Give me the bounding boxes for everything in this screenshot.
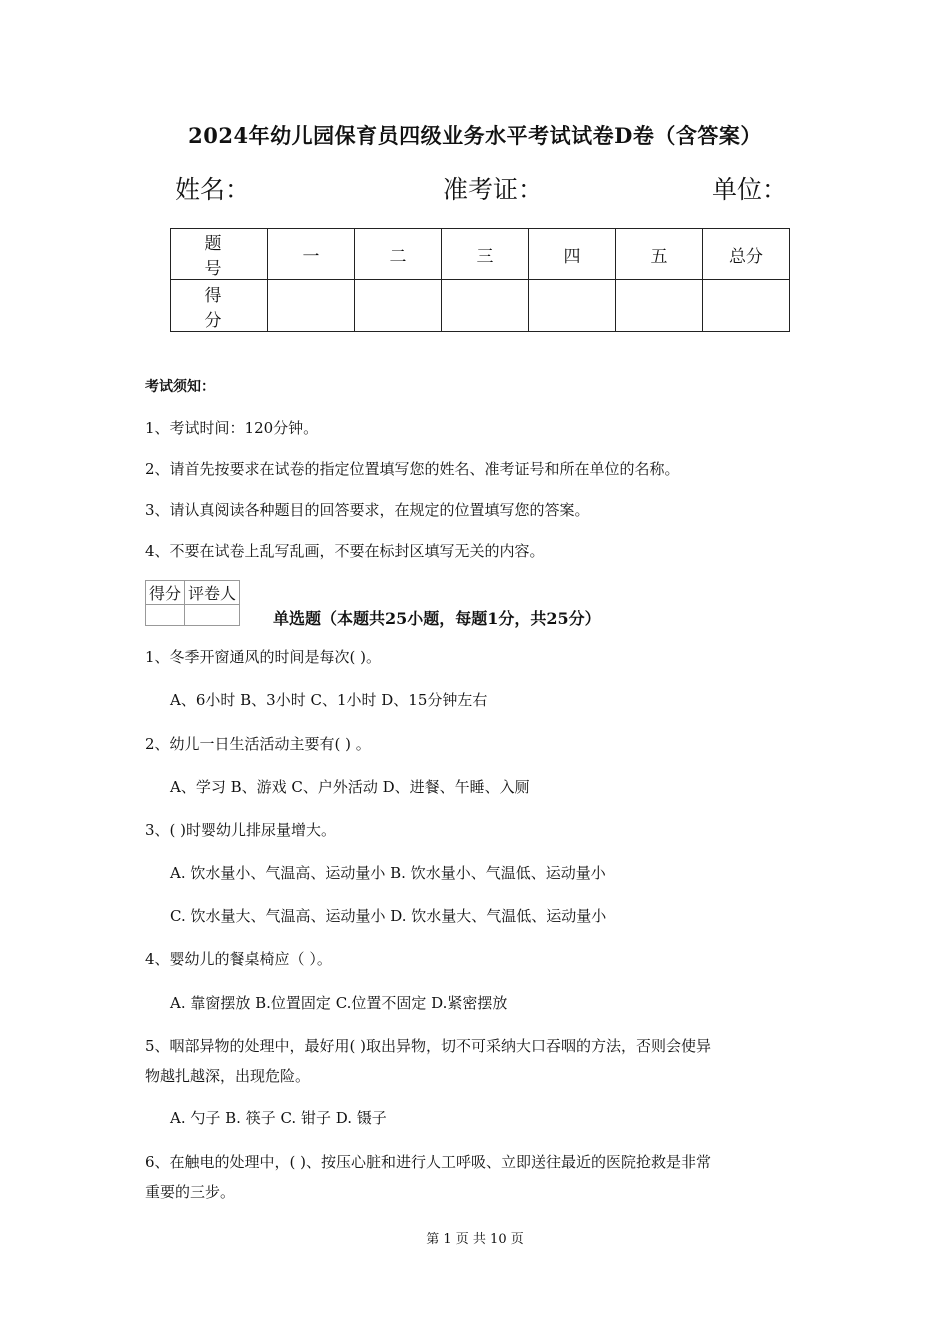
score-cell	[442, 280, 529, 332]
question-5: 5、咽部异物的处理中，最好用( )取出异物，切不可采纳大口吞咽的方法，否则会使异	[145, 1037, 712, 1055]
score-header-cell: 总分	[703, 229, 790, 280]
name-field-label: 姓名：	[175, 175, 251, 204]
score-table-score-row	[171, 280, 790, 332]
question-2-options: A、学习 B、游戏 C、户外活动 D、进餐、午睡、入厕	[170, 778, 530, 796]
grader-table	[145, 580, 240, 626]
question-3: 3、( )时婴幼儿排尿量增大。	[145, 821, 337, 839]
question-5-options: A. 勺子 B. 筷子 C. 钳子 D. 镊子	[170, 1109, 387, 1127]
question-1: 1、冬季开窗通风的时间是每次( )。	[145, 648, 382, 666]
score-cell	[355, 280, 442, 332]
score-cell	[703, 280, 790, 332]
question-4-options: A. 靠窗摆放 B.位置固定 C.位置不固定 D.紧密摆放	[170, 994, 508, 1012]
notice-item: 1、考试时间：120分钟。	[145, 419, 319, 437]
score-cell	[268, 280, 355, 332]
notice-heading: 考试须知：	[145, 379, 215, 395]
page-title: 2024年幼儿园保育员四级业务水平考试试卷D卷（含答案）	[188, 123, 762, 148]
question-3-options: A. 饮水量小、气温高、运动量小 B. 饮水量小、气温低、运动量小	[170, 864, 606, 882]
question-5-continued: 物越扎越深，出现危险。	[145, 1067, 311, 1085]
question-1-options: A、6小时 B、3小时 C、1小时 D、15分钟左右	[170, 691, 488, 709]
grader-score-label: 得分	[146, 581, 185, 605]
score-header-cell: 二	[355, 229, 442, 280]
section-title: 单选题（本题共25小题，每题1分，共25分）	[273, 609, 601, 628]
question-6: 6、在触电的处理中，( )、按压心脏和进行人工呼吸、立即送往最近的医院抢救是非常	[145, 1153, 712, 1171]
grader-reviewer-cell	[185, 605, 240, 626]
question-3-options: C. 饮水量大、气温高、运动量小 D. 饮水量大、气温低、运动量小	[170, 907, 607, 925]
exam-id-field-label: 准考证：	[443, 175, 544, 204]
question-4: 4、婴幼儿的餐桌椅应（ ）。	[145, 950, 332, 968]
score-table	[170, 228, 790, 332]
score-row-label: 得 分	[171, 280, 268, 332]
notice-item: 2、请首先按要求在试卷的指定位置填写您的姓名、准考证号和所在单位的名称。	[145, 460, 680, 478]
score-cell	[529, 280, 616, 332]
score-cell	[616, 280, 703, 332]
question-6-continued: 重要的三步。	[145, 1183, 236, 1201]
grader-reviewer-label: 评卷人	[185, 581, 240, 605]
score-header-cell: 一	[268, 229, 355, 280]
score-table-header-row	[171, 229, 790, 280]
score-header-cell: 四	[529, 229, 616, 280]
grader-score-cell	[146, 605, 185, 626]
score-header-cell: 三	[442, 229, 529, 280]
notice-item: 3、请认真阅读各种题目的回答要求，在规定的位置填写您的答案。	[145, 501, 590, 519]
score-header-cell: 题 号	[171, 229, 268, 280]
notice-item: 4、不要在试卷上乱写乱画，不要在标封区填写无关的内容。	[145, 542, 545, 560]
question-2: 2、幼儿一日生活活动主要有( ) 。	[145, 735, 371, 753]
page-footer: 第 1 页 共 10 页	[426, 1232, 524, 1247]
score-header-cell: 五	[616, 229, 703, 280]
unit-field-label: 单位：	[712, 175, 788, 204]
